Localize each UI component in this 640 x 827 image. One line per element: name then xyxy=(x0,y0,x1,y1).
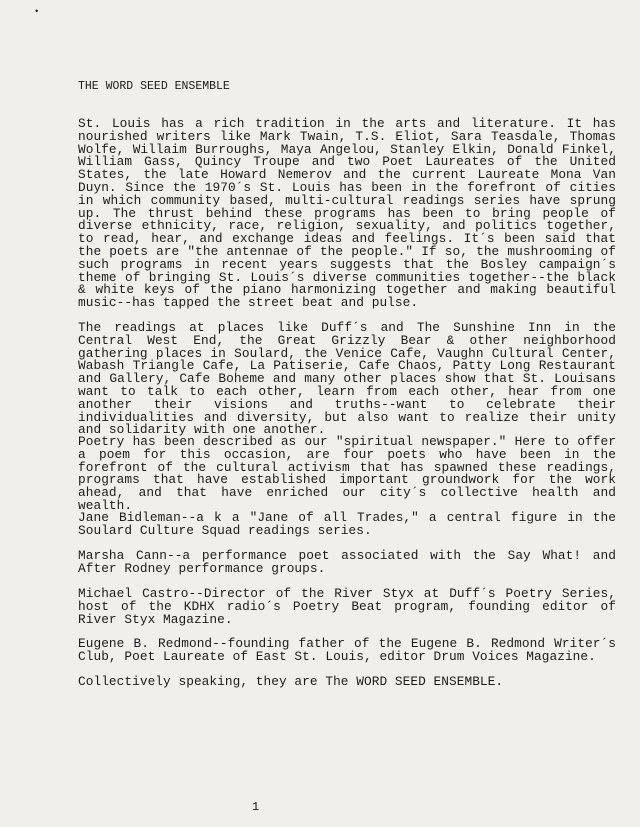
paragraph-eugene-redmond: Eugene B. Redmond--founding father of the Eugene B. Redmond Writer´s Club, Poet Laureate of East St. Louis, editor Drum Voices Magazine. xyxy=(78,636,616,664)
paragraph-michael-castro: Michael Castro--Director of the River Styx at Duff´s Poetry Series, host of the KDHX radio´s Poetry Beat program, founding editor of River Styx Magazine. xyxy=(78,586,616,627)
paragraph-intro: St. Louis has a rich tradition in the arts and literature. It has nourished writers like Mark Twain, T.S. Eliot, Sara Teasdale, Thomas Wolfe, Willaim Burroughs, Maya Angelou, Stanley Elkin, Donald Finkel, William Gass, Quincy Troupe and two Poet Laureates of the United States, the late Howard Nemerov and the current Laureate Mona Van Duyn. Since the 1970´s St. Louis has been in the forefront of cities in which community based, multi-cultural readings series have sprung up. The thrust behind these programs has been to bring people of diverse ethnicity, race, religion, sexuality, and politics together, to read, hear, and exchange ideas and feelings. It´s been said that the poets are "the antennae of the people." If so, the mushrooming of such programs in recent years suggests that the Bosley campaign´s theme of bringing St. Louis´s diverse communities together--the black & white keys of the piano harmonizing together and making beautiful music--has tapped the street beat and pulse. xyxy=(78,116,616,311)
page-number: 1 xyxy=(252,800,260,814)
paragraph-venues: The readings at places like Duff´s and The Sunshine Inn in the Central West End, the Great Grizzly Bear & other neighborhood gathering places in Soulard, the Venice Cafe, Vaughn Cultural Center, Wabash Triangle Cafe, La Patiserie, Cafe Chaos, Patty Long Restaurant and Gallery, Cafe Boheme and many other places show that St. Louisans want to talk to each other, learn from each other, hear from one another their visions and truths--want to celebrate their individualities and diversity, but also want to realize their unity and solidarity with one another. xyxy=(78,320,616,438)
paragraph-jane-bidleman: Jane Bidleman--a k a "Jane of all Trades," a central figure in the Soulard Culture Squad readings series. xyxy=(78,510,616,538)
paragraph-poetry: Poetry has been described as our "spiritual newspaper." Here to offer a poem for this occasion, are four poets who have been in the forefront of the cultural activism that has spawned these readings, programs that have established important groundwork for the work ahead, and that have enriched our city´s collective health and wealth. xyxy=(78,434,616,513)
document-title: THE WORD SEED ENSEMBLE xyxy=(78,80,230,93)
paragraph-marsha-cann: Marsha Cann--a performance poet associated with the Say What! and After Rodney performance groups. xyxy=(78,548,616,576)
corner-mark: • xyxy=(34,7,40,17)
paragraph-closing: Collectively speaking, they are The WORD SEED ENSEMBLE. xyxy=(78,674,504,689)
